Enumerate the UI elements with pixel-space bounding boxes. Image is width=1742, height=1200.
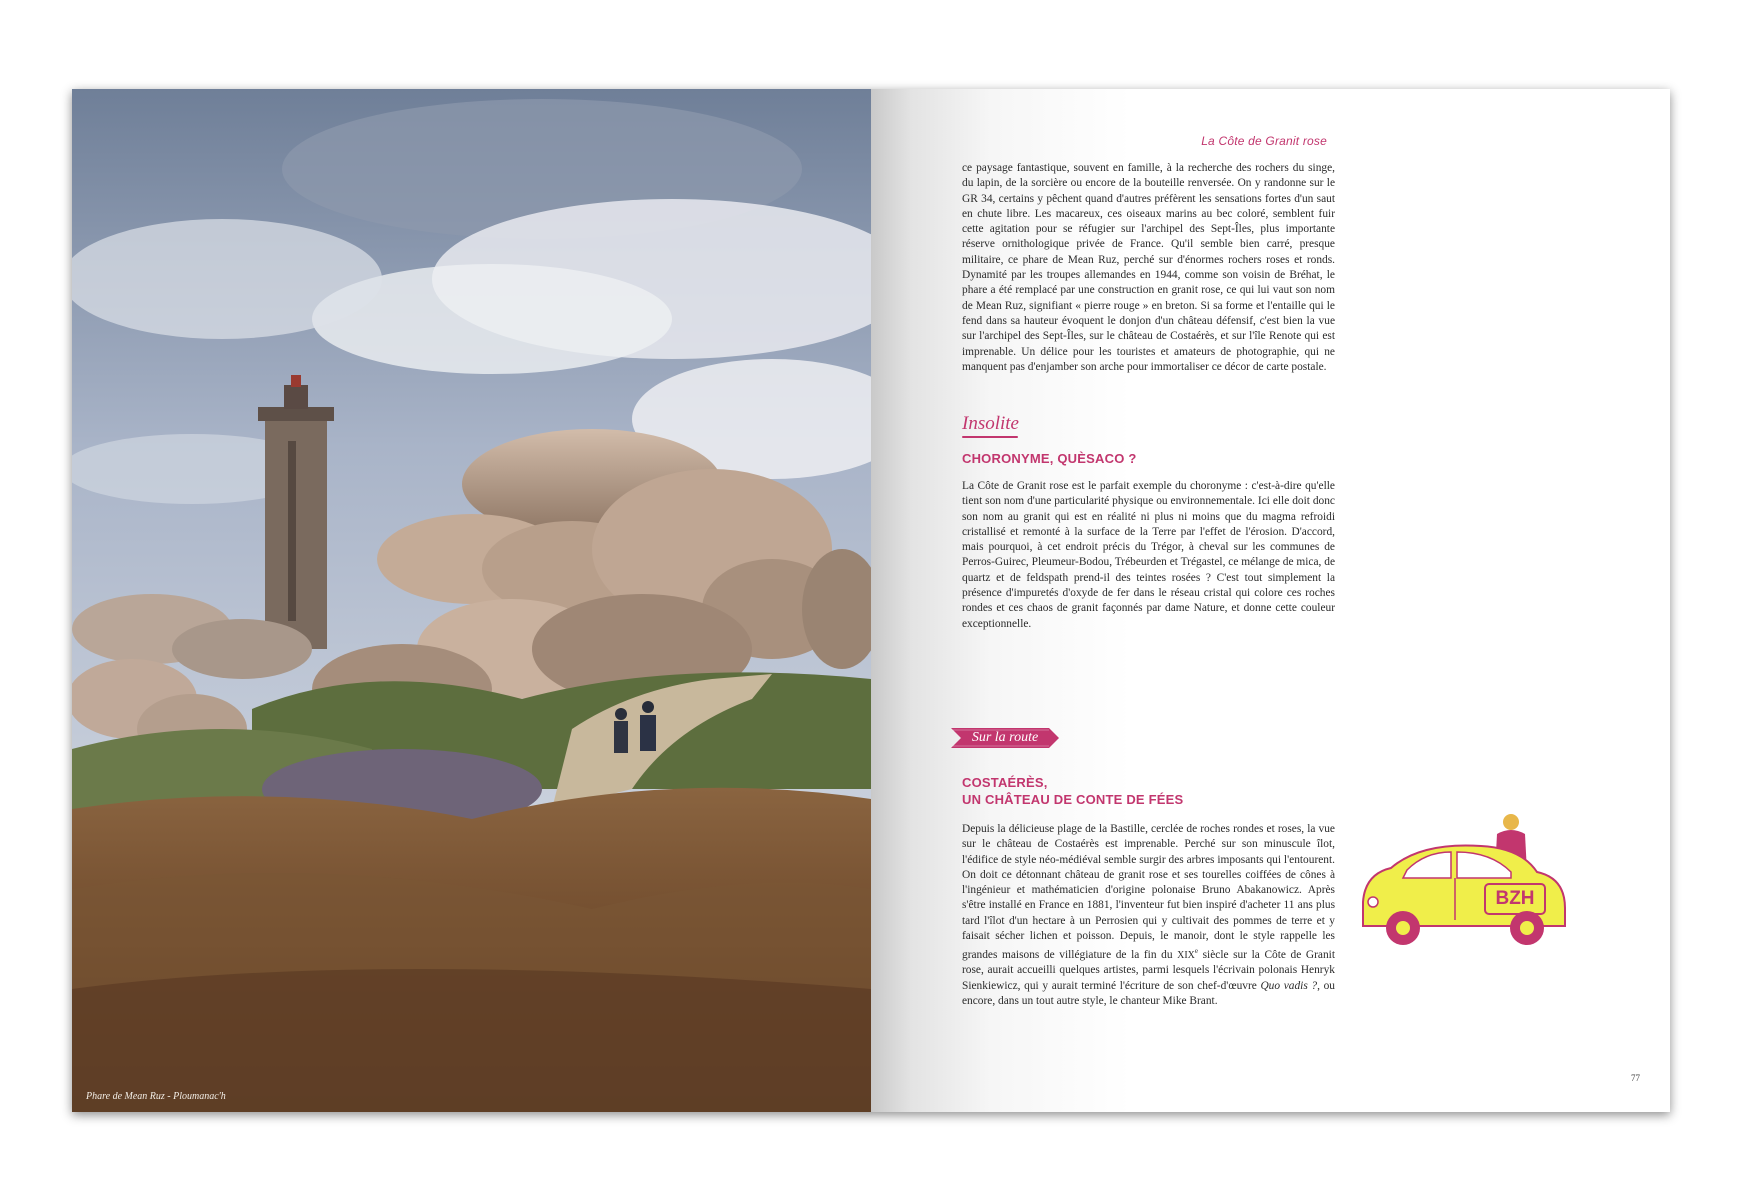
route-paragraph-end: , ou encore, dans un tout autre style, le chanteur Mike Brant. bbox=[962, 979, 1335, 1008]
landscape-illustration bbox=[72, 89, 871, 1112]
book-title: Quo vadis ? bbox=[1260, 979, 1318, 992]
photo-caption: Phare de Mean Ruz - Ploumanac'h bbox=[86, 1091, 226, 1102]
route-paragraph-mid: siècle sur la Côte de Granit rose, aurait accueilli quelques artistes, parmi lesquels l'écrivain polonais Henryk Sienkiewicz, qui y aurait terminé l'écriture de son chef-d'œuvre bbox=[962, 949, 1335, 992]
route-heading-line2: UN CHÂTEAU DE CONTE DE FÉES bbox=[962, 792, 1184, 807]
intro-paragraph: ce paysage fantastique, souvent en famille, à la recherche des rochers du singe, du lapin, de la sorcière ou encore de la bouteille renversée. On y randonne sur le GR 34, certains y pêchent quand d'autres préfèrent les sensations fortes d'un saut en chute libre. Les macareux, ces oiseaux marins au bec coloré, semblent fuir cette agitation pour se réfugier sur l'archipel des Sept-Îles, plus importante réserve ornithologique privée de France. Qu'il semble bien carré, presque militaire, ce phare de Mean Ruz, perché sur d'énormes rochers roses et ronds. Dynamité par les troupes allemandes en 1944, comme son voisin de Bréhat, le phare a été remplacé par une construction en granit rose, ce qui lui vaut son nom de Mean Ruz, signifiant « pierre rouge » en breton. Si sa forme et l'entaille qui le fend dans sa hauteur évoquent le donjon d'un château défensif, c'est bien la vue sur l'archipel des Sept-Îles, sur le château de Costaérès, et sur l'île Renote qui est imprenable. Un délice pour les touristes et amateurs de photographie, qui ne manquent pas d'enjamber son arche pour immortaliser ce décor de carte postale. bbox=[962, 162, 1335, 373]
route-heading bbox=[962, 774, 1335, 808]
intro-block bbox=[962, 161, 1335, 375]
insolite-block bbox=[962, 413, 1335, 632]
running-head: La Côte de Granit rose bbox=[1201, 134, 1327, 148]
page-number: 77 bbox=[1631, 1073, 1640, 1083]
route-block bbox=[962, 774, 1335, 1009]
century-numeral: XIX bbox=[1177, 950, 1195, 962]
kicker-underline bbox=[962, 436, 1018, 438]
magazine-spread bbox=[72, 89, 1670, 1112]
century-sup: e bbox=[1194, 947, 1199, 956]
insolite-paragraph: La Côte de Granit rose est le parfait exemple du choronyme : c'est-à-dire qu'elle tient son nom d'une particularité physique ou environnementale. Ici elle doit donc son nom au granit qui est en réalité ni plus ni moins que du magma refroidi cristallisé et remonté à la surface de la Terre par l'effet de l'érosion. D'accord, mais pourquoi, à cet endroit précis du Trégor, à cheval sur les communes de Perros-Guirec, Pleumeur-Bodou, Trébeurden et Trégastel, ce mélange de mica, de quartz et de feldspath prend-il des teintes rosées ? C'est tout simplement la présence d'impuretés d'oxyde de fer dans le réseau cristal qui colore ces roches rondes et ces chaos de granit façonnés par dame Nature, et donne cette couleur exceptionnelle. bbox=[962, 480, 1335, 630]
car-plate: BZH bbox=[1495, 888, 1535, 909]
route-paragraph-start: Depuis la délicieuse plage de la Bastille, cerclée de roches rondes et roses, la vue sur le château de Costaérès est imprenable. Perché sur son minuscule îlot, l'édifice de style néo-médiéval semble surgir des arbres imposants qui l'entourent. On doit ce détonnant château de granit rose et ses tourelles coiffées de cônes à l'ingénieur et mathématicien d'origine polonaise Bruno Abakanowicz. Après s'être installé en France en 1881, l'inventeur fut bien inspiré d'acheter 11 ans plus tard l'îlot d'un hectare à un Perrosien qui y cultivait des pommes de terre et y faisait sécher lichen et poisson. Depuis, le manoir, dont le style rappelle les grandes maisons de villégiature de la fin du bbox=[962, 823, 1335, 962]
photo-lighthouse-rocks bbox=[72, 89, 871, 1112]
insolite-heading: CHORONYME, QUÈSACO ? bbox=[962, 451, 1137, 466]
route-paragraph bbox=[962, 822, 1335, 1009]
right-page bbox=[871, 89, 1670, 1112]
car-drawing bbox=[1351, 812, 1583, 952]
route-tag bbox=[951, 725, 1059, 751]
insolite-kicker: Insolite bbox=[962, 413, 1019, 434]
car-illustration bbox=[1351, 812, 1583, 952]
route-tag-label: Sur la route bbox=[971, 730, 1039, 745]
route-heading-line1: COSTAÉRÈS, bbox=[962, 775, 1048, 790]
